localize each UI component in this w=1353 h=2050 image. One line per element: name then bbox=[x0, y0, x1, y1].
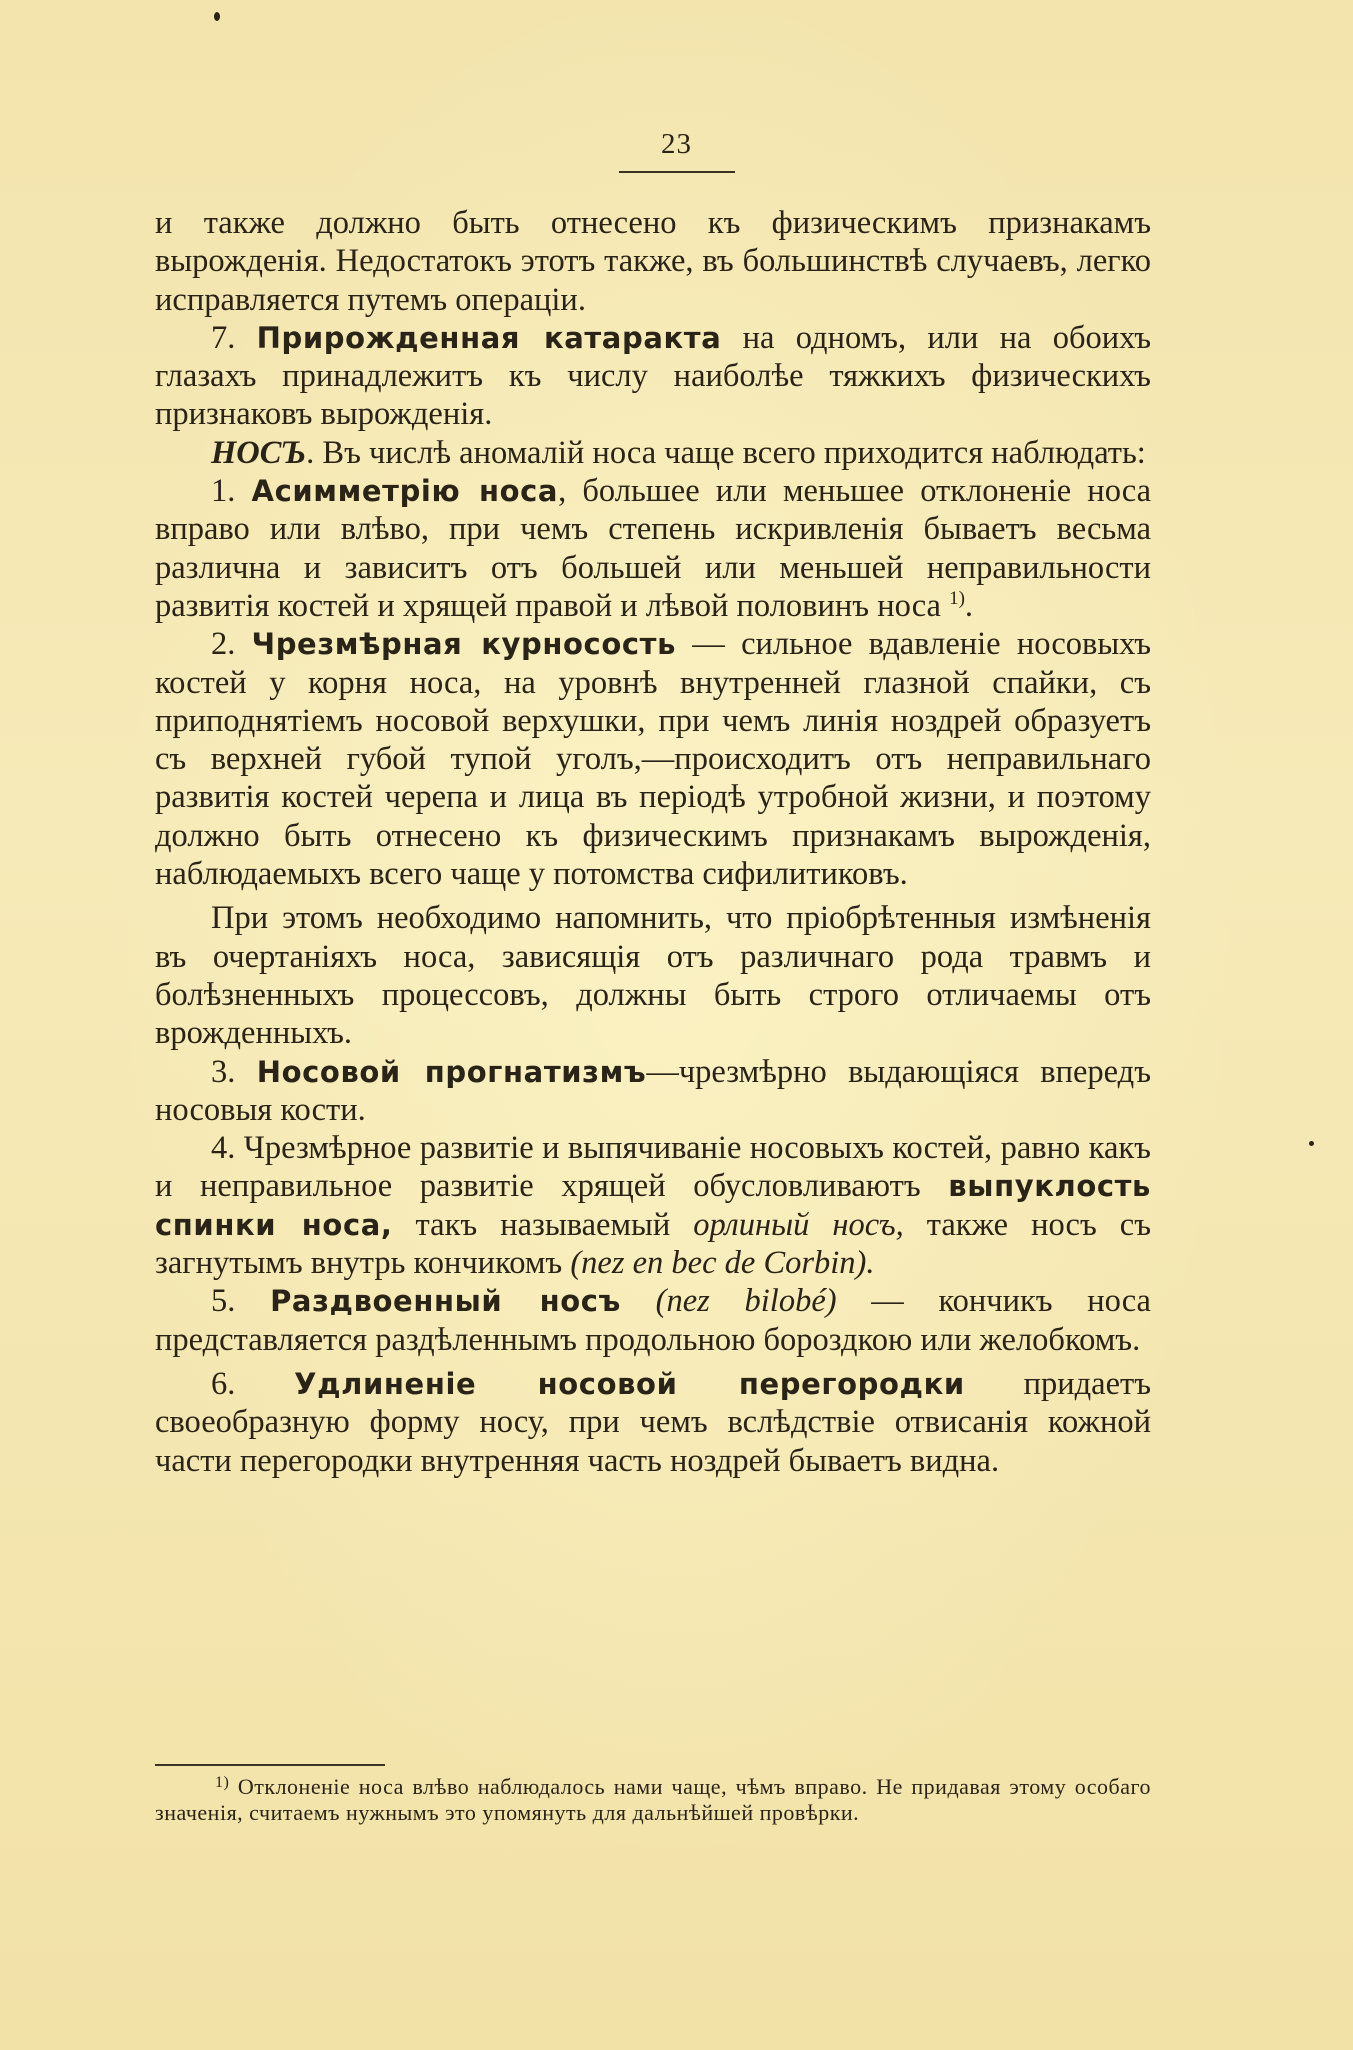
header-rule bbox=[619, 171, 735, 173]
paragraph-convex-bridge: 4. Чрезмѣрное развитіе и выпячиваніе носовыхъ костей, равно какъ и неправильное развитіе хрящей обусловливаютъ выпуклость спинки носа, такъ называемый орлиный носъ, также носъ съ загнутымъ внутрь кончикомъ (nez en bec de Corbin). bbox=[155, 1130, 1151, 1282]
paragraph-cataract: 7. Прирожденная катаракта на одномъ, или на обоихъ глазахъ принадлежитъ къ числу наиболѣе тяжкихъ физическихъ признаковъ вырожденія. bbox=[155, 319, 1152, 433]
footnote-reference: 1) bbox=[949, 587, 965, 609]
term-prognathism: Носовой прогнатизмъ bbox=[256, 1054, 647, 1089]
paragraph-bifid-nose: 5. Раздвоенный носъ (nez bilobé) — кончикъ носа представляется раздѣленнымъ продольною бороздкою или желобкомъ. bbox=[155, 1283, 1151, 1358]
footnotes bbox=[155, 1774, 1151, 1826]
ink-speck bbox=[1309, 1141, 1314, 1146]
paragraph-nose-heading: НОСЪ. Въ числѣ аномалій носа чаще всего приходится наблюдать: bbox=[211, 434, 1146, 471]
term-bifid-nose: Раздвоенный носъ bbox=[270, 1284, 621, 1319]
term-aquiline-nose: орлиный носъ, bbox=[693, 1206, 904, 1243]
term-french-bilobe: (nez bilobé) bbox=[620, 1283, 837, 1320]
term-french-corbin: (nez en bec de Corbin). bbox=[570, 1245, 875, 1282]
term-snub-nose: Чрезмѣрная курносость bbox=[251, 627, 677, 662]
paragraph-septum: 6. Удлиненіе носовой перегородки придаетъ своеобразную форму носу, при чемъ вслѣдствіе отвисанія кожной части перегородки внутренняя часть ноздрей бываетъ видна. bbox=[155, 1365, 1152, 1479]
main-text bbox=[155, 204, 1151, 1480]
paragraph-acquired-changes: При этомъ необходимо напомнить, что пріобрѣтенныя измѣненія въ очертаніяхъ носа, зависящія отъ различнаго рода травмъ и болѣзненныхъ процессовъ, должны быть строго отличаемы отъ врожденныхъ. bbox=[155, 900, 1151, 1052]
ink-speck bbox=[214, 12, 220, 21]
term-convex-bridge: выпуклость спинки носа, bbox=[155, 1169, 1151, 1242]
paragraph-prognathism: 3. Носовой прогнатизмъ—чрезмѣрно выдающіяся впередъ носовыя кости. bbox=[155, 1053, 1151, 1128]
paragraph-continuation: и также должно быть отнесено къ физическимъ признакамъ вырожденія. Недостатокъ этотъ также, въ большинствѣ случаевъ, легко исправляется путемъ операціи. bbox=[155, 205, 1151, 318]
page-header bbox=[0, 128, 1353, 173]
paragraph-asymmetry: 1. Асимметрію носа, большее или меньшее отклоненіе носа вправо или влѣво, при чемъ степень искривленія бываетъ весьма различна и зависитъ отъ большей или меньшей неправильности развитія костей и хрящей правой и лѣвой половинъ носа $^{1)}$. bbox=[155, 473, 1151, 624]
term-septum: Удлиненіе носовой перегородки bbox=[294, 1366, 965, 1401]
term-asymmetry: Асимметрію носа bbox=[251, 474, 559, 509]
footnote-1: $^{1)}$ Отклоненіе носа влѣво наблюдалось нами чаще, чѣмъ вправо. Не придавая этому особаго значенія, считаемъ нужнымъ это упомянуть для дальнѣйшей провѣрки. bbox=[155, 1774, 1151, 1825]
paragraph-snub-nose: 2. Чрезмѣрная курносость — сильное вдавленіе носовыхъ костей у корня носа, на уровнѣ внутренней глазной спайки, съ приподнятіемъ носовой верхушки, при чемъ линія ноздрей образуетъ съ верхней губой тупой уголъ,—происходитъ отъ неправильнаго развитія костей черепа и лица въ періодѣ утробной жизни, и поэтому должно быть отнесено къ физическимъ признакамъ вырожденія, наблюдаемыхъ всего чаще у потомства сифилитиковъ. bbox=[155, 626, 1151, 893]
footnote-mark: 1) bbox=[215, 1774, 230, 1791]
page-number: 23 bbox=[661, 128, 692, 160]
section-heading-nose: НОСЪ bbox=[211, 434, 307, 471]
footnote-rule bbox=[155, 1764, 385, 1766]
term-cataract: Прирожденная катаракта bbox=[256, 320, 722, 355]
